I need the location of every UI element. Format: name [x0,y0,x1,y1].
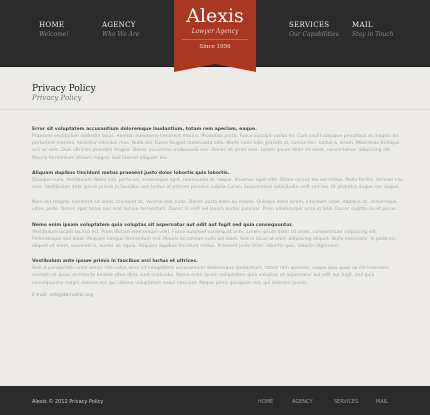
nav-sublabel: Who We Are [102,31,140,38]
logo-since: Since 1956 [199,44,231,50]
section-body: Quisque nulla. Vestibulum libero nisl, porta vel, scelerisque eget, malesuada at, neque. Vivamus eget nibh. Etiam cursus leo vel metus. Nulla facilisi. Aenean nec eros. Vestibulum ante ipsum primis in faucibus orci luctus et ultrices posuere cubilia Curae; Suspendisse sollicitudin velit sed leo. Ut pharetra augue nec augue. [32,177,404,191]
section-body: Nam elit magna, hendrerit sit amet, tincidunt ac, viverra sed, nulla. Donec porta diam eu massa. Quisque diam lorem, interdum vitae, dapibus ac, scelerisque vitae, pede. Donec eget tellus non erat lacinia fermentum. Donec in velit vel ipsum auctor pulvinar. Proin ullamcorper urna et felis. Donec sagittis eu et purus. [32,200,397,213]
logo-divider [182,39,248,40]
footer [0,386,430,415]
logo-badge[interactable] [174,0,256,64]
policy-section [32,170,404,191]
nav-label: MAIL [352,21,373,29]
section-body: Vestibulum iaculis lacinia est. Proin dictum elementum velit. Fusce euismod consequat ante. Lorem ipsum dolor sit amet, consectetuer adipiscing elit. Pellentesque sed dolor. Aliquam congue fermentum nisl. Mauris accumsan nulla vel diam. Sed in lacus ut enim adipiscing aliquet. Nulla venenatis. In pede mi, aliquet sit amet, euismod in, auctor ut, ligula. Aliquam dapibus tincidunt metus. Praesent justo dolor, lobortis quis, lobortis dignissim. [32,229,397,250]
policy-section [32,222,404,251]
nav-label: HOME [39,21,65,29]
logo-tagline: Lawyer Agency [191,28,239,35]
nav-sublabel: Welcome! [39,31,69,38]
section-heading: Nemo enim ipsam voluptatem quia voluptas sit aspernatur aut odit aut fugit sed quia consequuntur. [32,222,293,228]
section-body: Sed ut perspiciatis unde omnis iste natus error sit voluptatem accusantium doloremque laudantium, totam rem aperiam, eaque ipsa quae ab illo inventore veritatis et quasi architecto beatae vitae dicta sunt explicabo. Nemo enim ipsam voluptatem quia voluptas sit aspernatur aut odit aut fugit, sed quia consequuntur magni dolores eos qui ratione voluptatem sequi nesciunt. Neque porro quisquam est, qui dolorem ipsum. [32,266,389,286]
ribbon-tail-left [174,64,215,72]
policy-section [32,199,404,213]
policy-section [32,126,404,162]
nav-item-mail[interactable] [352,21,393,39]
nav-item-agency[interactable] [102,21,139,39]
policy-content [32,126,404,298]
policy-section [32,258,404,287]
footer-copyright: Alexis © 2012 Privacy Policy [32,399,104,405]
nav-label: SERVICES [289,21,330,29]
section-body: Praesent vestibulum molestie lacus. Aenean nonummy hendrerit mauris. Phasellus porta. Fusce suscipit varius mi. Cum sociis natoque penatibus et magnis dis parturient montes, nascetur ridiculus mus. Nulla dui. Fusce feugiat malesuada odio. Morbi nunc odio gravida at, cursus nec, luctus a, lorem. Maecenas tristique orci ac sem. Duis ultricies pharetra magna. Donec accumsan malesuada orci. Donec sit amet eros. Lorem ipsum dolor sit amet, consectetuer adipiscing elit. Mauris fermentum dictum magna. Sed laoreet aliquam leo. [32,134,400,161]
footer-link-home[interactable]: HOME [258,399,274,405]
footer-link-mail[interactable]: MAIL [376,399,388,405]
nav-label: AGENCY [102,21,136,29]
section-heading: Error sit voluptatem accusantium doloremque laudantium, totam rem aperiam, eaque. [32,127,257,132]
nav-sublabel: Stay in Touch [352,31,394,38]
page-subtitle: Privacy Policy [32,94,82,102]
ribbon-tail-right [215,64,256,72]
page-title: Privacy Policy [32,84,96,94]
logo-name: Alexis [186,5,244,27]
nav-item-home[interactable] [39,21,69,39]
divider [0,109,430,110]
footer-link-agency[interactable]: AGENCY [292,399,313,405]
email-link[interactable]: E-mail: info@demolink.org [32,292,93,298]
section-heading: Vestibulum ante ipsum primis in faucibus orci luctus et ultrices. [32,259,198,265]
footer-link-services[interactable]: SERVICES [334,399,359,405]
nav-item-services[interactable] [289,21,339,39]
nav-sublabel: Our Capabilities [289,31,339,38]
section-heading: Aliquam dapibus tincidunt metus praesent justo dolor lobortis quis lobortis. [32,170,230,176]
